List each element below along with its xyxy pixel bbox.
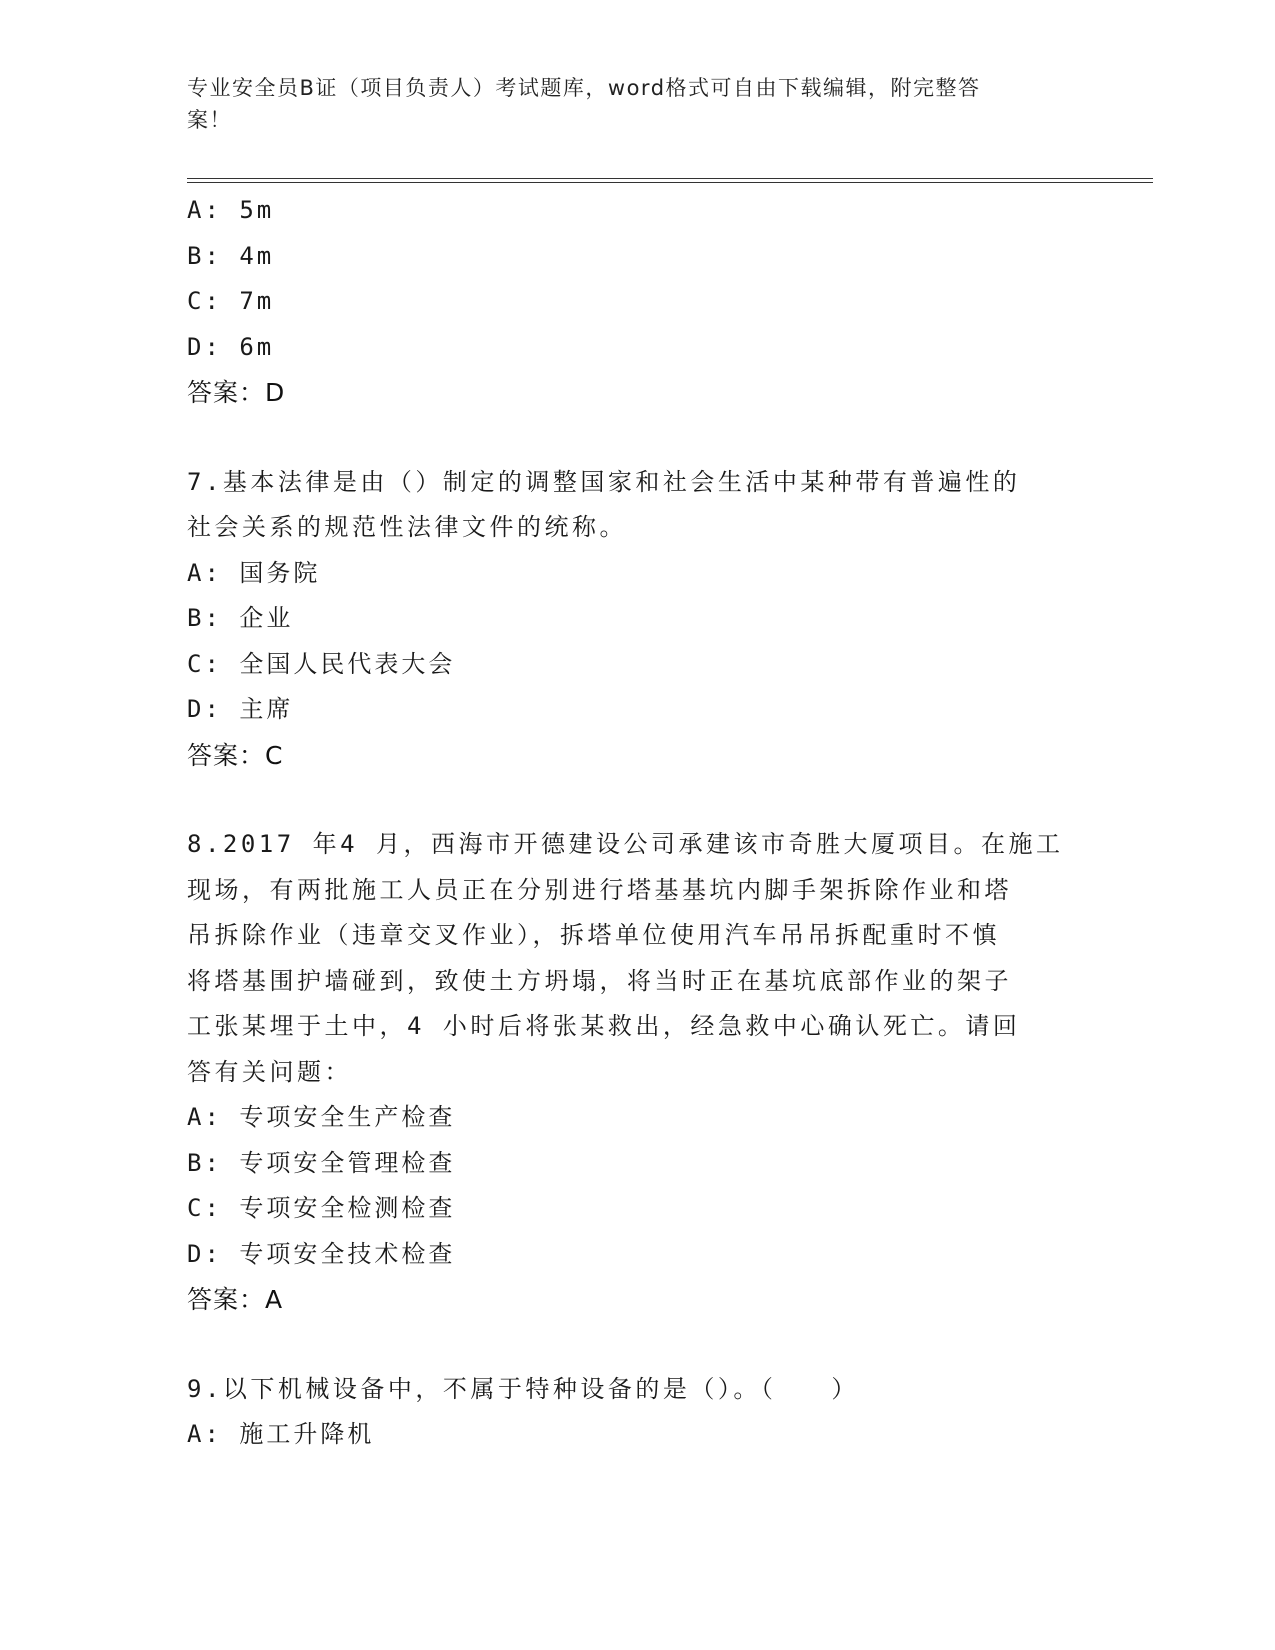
question-stem-line: 社会关系的规范性法律文件的统称。: [187, 513, 627, 541]
answer-label: 答案：C: [187, 740, 284, 770]
option-d: D: 专项安全技术检查: [187, 1239, 456, 1268]
question-8: [187, 822, 1087, 1323]
answer-label: 答案：A: [187, 1285, 284, 1314]
option-b: B: 专项安全管理检查: [187, 1148, 456, 1177]
option-d: D: 主席: [187, 695, 294, 723]
question-stem-line: 现场，有两批施工人员正在分别进行塔基基坑内脚手架拆除作业和塔: [187, 875, 1012, 904]
option-d: D: 6m: [187, 332, 275, 361]
question-stem-line: 8.2017 年4 月，西海市开德建设公司承建该市奇胜大厦项目。在施工: [187, 830, 1064, 858]
spacer: [187, 1323, 1087, 1367]
question-list: [187, 188, 1087, 1458]
question-stem-line: 工张某埋于土中，4 小时后将张某救出，经急救中心确认死亡。请回: [187, 1012, 1021, 1040]
answer-label: 答案：D: [187, 378, 286, 407]
question-stem-line: 将塔基围护墙碰到，致使土方坍塌，将当时正在基坑底部作业的架子: [187, 966, 1012, 995]
option-b: B: 4m: [187, 241, 275, 270]
option-a: A: 5m: [187, 196, 275, 224]
option-c: C: 专项安全检测检查: [187, 1194, 456, 1222]
option-a: A: 施工升降机: [187, 1420, 375, 1448]
question-9: [187, 1367, 1087, 1458]
question-stem-line: 9.以下机械设备中，不属于特种设备的是（）。（ ）: [187, 1374, 859, 1403]
question-stem-line: 吊拆除作业（违章交叉作业），拆塔单位使用汽车吊吊拆配重时不慎: [187, 921, 1000, 949]
question-stem-line: 7.基本法律是由（）制定的调整国家和社会生活中某种带有普遍性的: [187, 467, 1021, 496]
option-b: B: 企业: [187, 604, 294, 632]
option-a: A: 专项安全生产检查: [187, 1103, 456, 1131]
spacer: [187, 416, 1087, 460]
spacer: [187, 778, 1087, 822]
document-header: [187, 72, 1067, 136]
header-line-1: 专业安全员B证（项目负责人）考试题库，word格式可自由下载编辑，附完整答: [187, 76, 981, 100]
header-divider: [187, 178, 1153, 183]
option-c: C: 7m: [187, 287, 275, 315]
option-a: A: 国务院: [187, 558, 321, 587]
question-stem-line: 答有关问题：: [187, 1057, 352, 1086]
question-7: [187, 460, 1087, 779]
option-c: C: 全国人民代表大会: [187, 649, 456, 678]
header-line-2: 案！: [187, 108, 232, 132]
question-6: [187, 188, 1087, 416]
